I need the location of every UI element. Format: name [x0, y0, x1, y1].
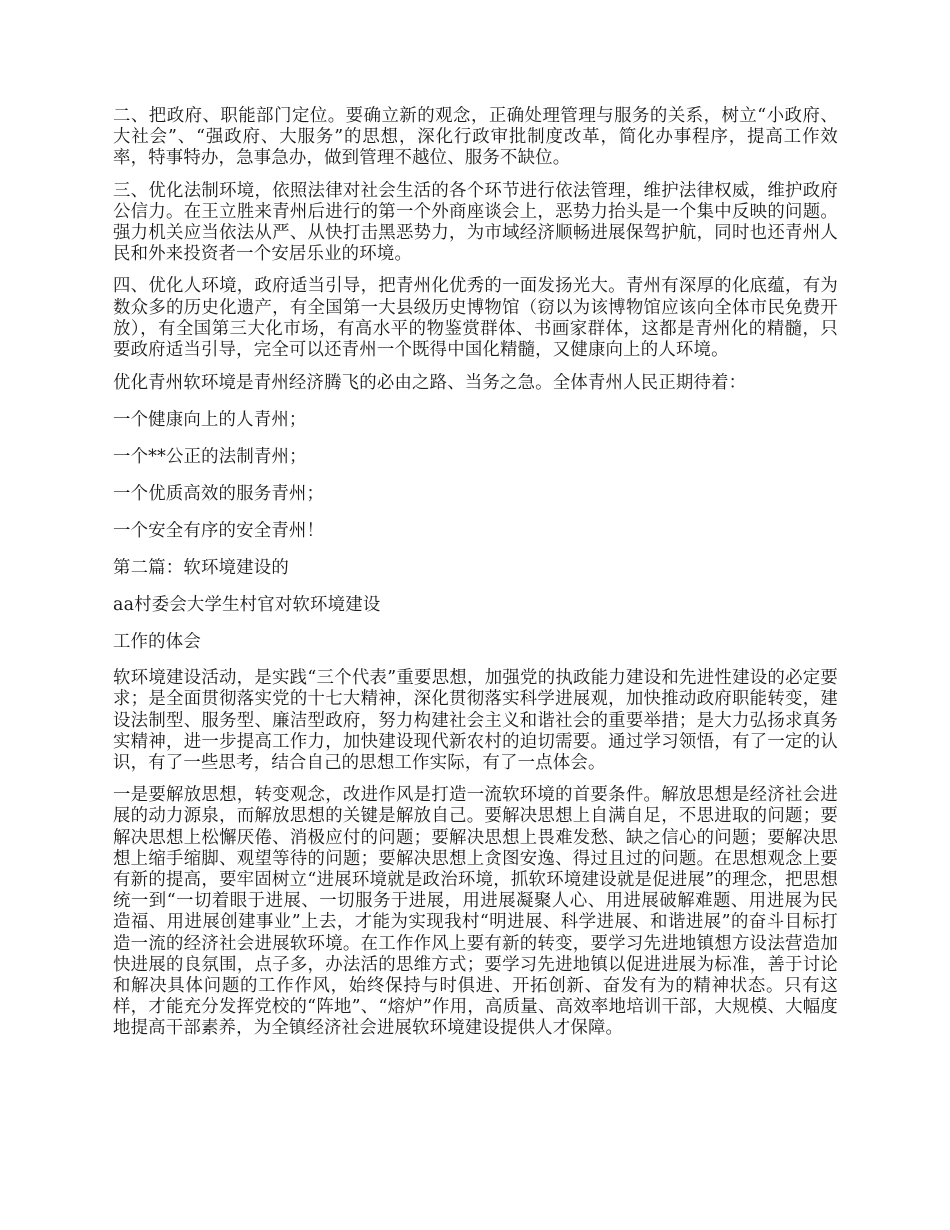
list-item-safe-qingzhou: 一个安全有序的安全青州！ — [113, 521, 325, 542]
subheading-village-official: aa村委会大学生村官对软环境建设 — [113, 595, 381, 616]
paragraph-legal-environment: 三、优化法制环境，依照法律对社会生活的各个环节进行依法管理，维护法律权威，维护政府公信力。在王立胜来青州后进行的第一个外商座谈会上，恶势力抬头是一个集中反映的问题。强力机关应当依法从严、从快打击黑恶势力，为市域经济顺畅进展保驾护航，同时也还青州人民和外来投资者一个安居乐业的环境。 — [113, 180, 838, 265]
subheading-work-experience: 工作的体会 — [113, 632, 201, 653]
paragraph-emancipate-mind: 一是要解放思想，转变观念，改进作风是打造一流软环境的首要条件。解放思想是经济社会进展的动力源泉，而解放思想的关键是解放自己。要解决思想上自满自足，不思进取的问题；要解决思想上松懈厌倦、消极应付的问题；要解决思想上畏难发愁、缺之信心的问题；要解决思想上缩手缩脚、观望等待的问题；要解决思想上贪图安逸、得过且过的问题。在思想观念上要有新的提高，要牢固树立“进展环境就是政治环境，抓软环境建设就是促进展”的理念，把思想统一到“一切着眼于进展、一切服务于进展，用进展凝聚人心、用进展破解难题、用进展为民造福、用进展创建事业”上去，才能为实现我村“明进展、科学进展、和谐进展”的奋斗目标打造一流的经济社会进展软环境。在工作作风上要有新的转变，要学习先进地镇想方设法营造加快进展的良氛围，点子多，办法活的思维方式；要学习先进地镇以促进进展为标准，善于讨论和解决具体问题的工作作风，始终保持与时俱进、开拓创新、奋发有为的精神状态。只有这样，才能充分发挥党校的“阵地”、“熔炉”作用，高质量、高效率地培训干部，大规模、大幅度地提高干部素养，为全镇经济社会进展软环境建设提供人才保障。 — [113, 785, 838, 1039]
list-item-legal-qingzhou: 一个**公正的法制青州； — [113, 447, 307, 468]
paragraph-government-positioning: 二、把政府、职能部门定位。要确立新的观念，正确处理管理与服务的关系，树立“小政府、大社会”、“强政府、大服务”的思想，深化行政审批制度改革，简化办事程序，提高工作效率，特事特办，急事急办，做到管理不越位、服务不缺位。 — [113, 106, 838, 169]
list-item-healthy-qingzhou: 一个健康向上的人青州； — [113, 410, 307, 431]
paragraph-expectations-intro: 优化青州软环境是青州经济腾飞的必由之路、当务之急。全体青州人民正期待着： — [113, 373, 747, 394]
paragraph-soft-environment-intro: 软环境建设活动，是实践“三个代表”重要思想，加强党的执政能力建设和先进性建设的必定要求；是全面贯彻落实党的十七大精神，深化贯彻落实科学进展观，加快推动政府职能转变，建设法制型、服务型、廉洁型政府，努力构建社会主义和谐社会的重要举措；是大力弘扬求真务实精神，进一步提高工作力，加快建设现代新农村的迫切需要。通过学习领悟，有了一定的认识，有了一些思考，结合自己的思想工作实际，有了一点体会。 — [113, 668, 838, 774]
section-heading-part-two: 第二篇：软环境建设的 — [113, 558, 289, 579]
document-page — [113, 106, 838, 1051]
paragraph-cultural-environment: 四、优化人环境，政府适当引导，把青州化优秀的一面发扬光大。青州有深厚的化底蕴，有为数众多的历史化遗产，有全国第一大县级历史博物馆（窃以为该博物馆应该向全体市民免费开放），有全国第三大化市场，有高水平的物鉴赏群体、书画家群体，这都是青州化的精髓，只要政府适当引导，完全可以还青州一个既得中国化精髓，又健康向上的人环境。 — [113, 276, 838, 361]
list-item-service-qingzhou: 一个优质高效的服务青州； — [113, 484, 325, 505]
